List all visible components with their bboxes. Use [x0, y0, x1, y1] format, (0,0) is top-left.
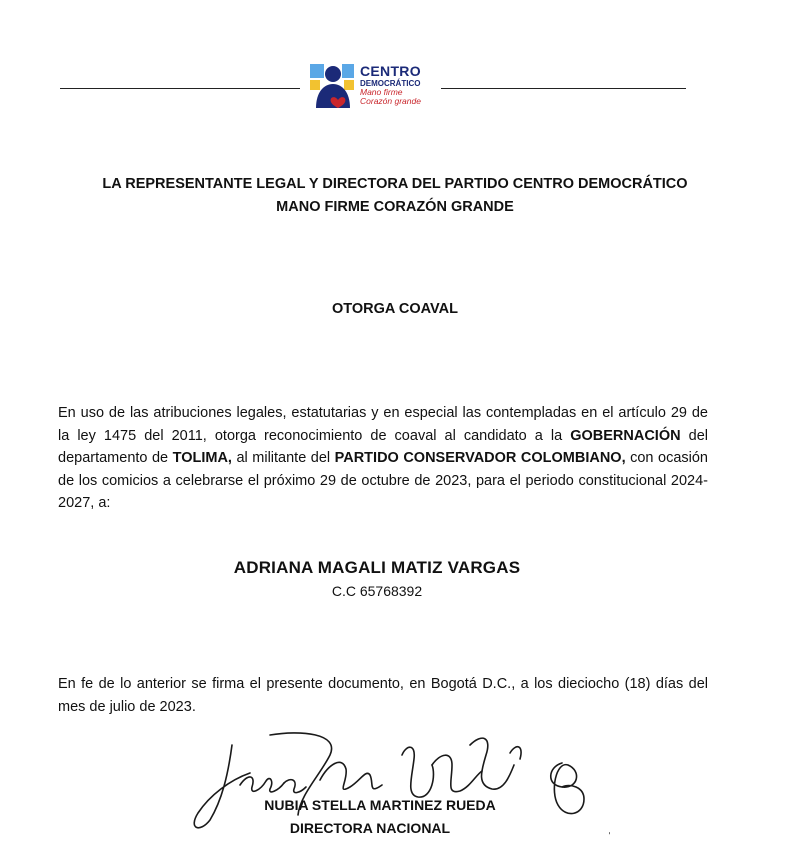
- logo-text-centro: CENTRO: [360, 63, 421, 79]
- party-logo-wordmark: [360, 64, 421, 106]
- candidate-name: ADRIANA MAGALI MATIZ VARGAS: [233, 558, 521, 577]
- body-text-1: En uso de las atribuciones legales, estatutarias y en especial las contempladas en el artículo 29 de la ley 1475 del 2011, otorga reconocimiento de coaval al candidato a la: [58, 405, 708, 444]
- party-logo: [308, 62, 436, 110]
- candidate-id: C.C 65768392: [331, 583, 423, 599]
- handwritten-signature: [170, 725, 610, 835]
- body-department: TOLIMA,: [172, 450, 232, 466]
- header-rule-left: [60, 88, 300, 89]
- grant-heading: OTORGA COAVAL: [332, 301, 458, 317]
- signer-name: NUBIA STELLA MARTINEZ RUEDA: [264, 797, 496, 813]
- body-text-2: del departamento de: [58, 427, 708, 466]
- signer-role: DIRECTORA NACIONAL: [289, 820, 451, 836]
- closing-paragraph: En fe de lo anterior se firma el presente documento, en Bogotá D.C., a los dieciocho (18) días del mes de julio de 2023.: [58, 676, 708, 715]
- document-title-line1: LA REPRESENTANTE LEGAL Y DIRECTORA DEL PARTIDO CENTRO DEMOCRÁTICO: [102, 176, 688, 192]
- body-text-4: con ocasión de los comicios a celebrarse el próximo 29 de octubre de 2023, para el periodo constitucional 2024-2027, a:: [58, 450, 708, 511]
- party-logo-icon: [308, 62, 356, 110]
- body-office: GOBERNACIÓN: [570, 427, 681, 444]
- logo-text-corazon-grande: Corazón grande: [360, 96, 421, 106]
- header-rule-right: [441, 88, 686, 89]
- logo-text-mano-firme: Mano firme: [360, 87, 403, 97]
- body-paragraph: [58, 402, 708, 515]
- body-text-3: al militante del: [231, 450, 335, 466]
- logo-text-democratico: DEMOCRÁTICO: [360, 79, 421, 88]
- body-party: PARTIDO CONSERVADOR COLOMBIANO,: [334, 450, 626, 466]
- document-title-line2: MANO FIRME CORAZÓN GRANDE: [276, 199, 514, 215]
